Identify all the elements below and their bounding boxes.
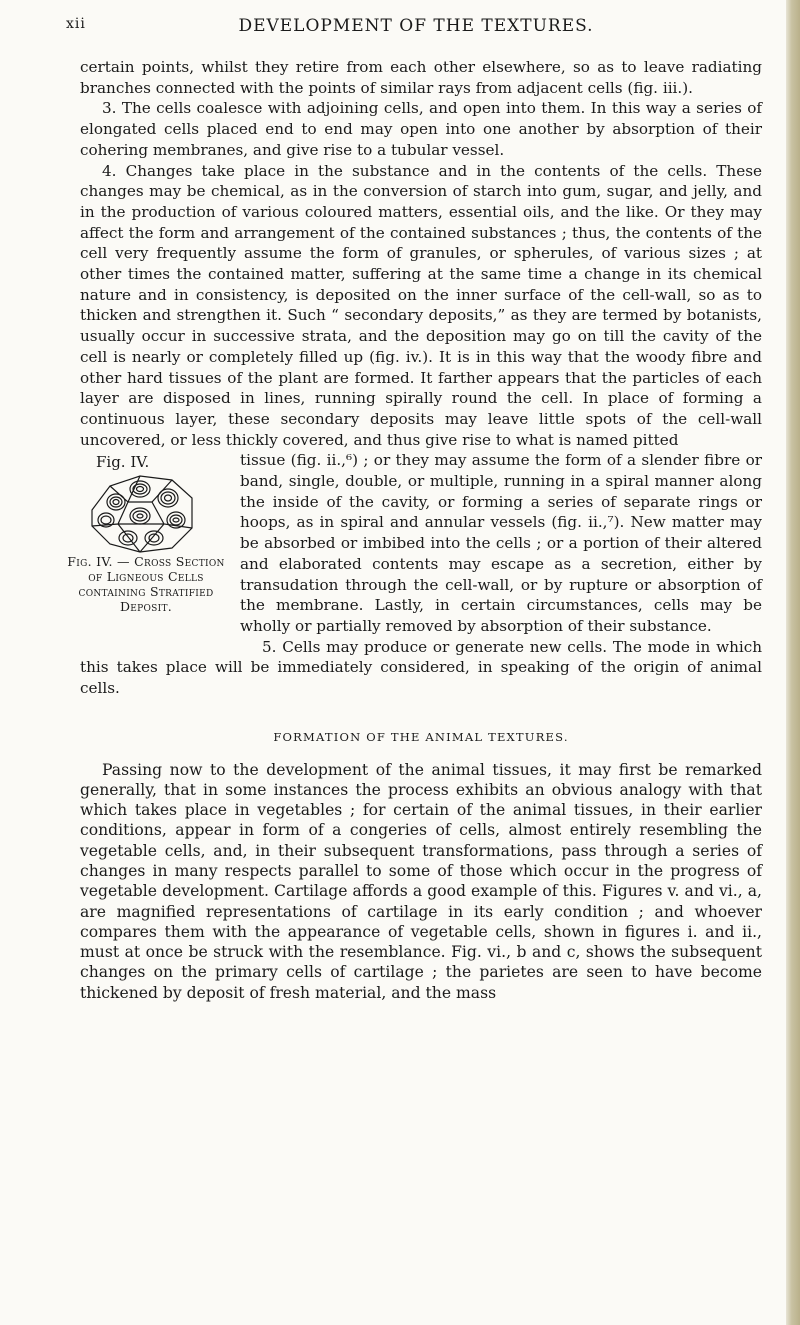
paragraph-3: 3. The cells coalesce with adjoining cells, and open into them. In this way a series of elongated cells placed end to end may open into one another by absorption of their cohering membranes, and give rise to a tubular vessel.	[80, 99, 762, 159]
paragraph-continued: certain points, whilst they retire from each other elsewhere, so as to leave radiating branches connected with the points of similar rays from adjacent cells (fig. iii.).	[80, 58, 762, 97]
figure-label: Fig. IV.	[96, 453, 150, 472]
section-heading: FORMATION OF THE ANIMAL TEXTURES.	[273, 729, 569, 744]
stratified-cells-illustration	[88, 472, 198, 554]
paragraph-4-continued: tissue (fig. ii.,⁶) ; or they may assume the form of a slender fibre or band, single, double, or multiple, running in a spiral manner along the inside of the cavity, or forming a series of separate rings or hoops, as in spiral and annular vessels (fig. ii.,⁷). New matter may be absorbed or imbibed into the cells ; or a portion of their altered and elaborated contents may escape as a secretion, either by transudation through the cell-wall, or by rupture or absorption of the membrane. Lastly, in certain circumstances, cells may be wholly or partially removed by absorption of their substance.	[240, 451, 762, 635]
figure-caption: Fig. IV. — Cross Section of Ligneous Cells containing Stratified Deposit.	[67, 554, 225, 615]
page-number: xii	[66, 16, 86, 32]
paragraph-4	[80, 161, 762, 451]
paragraph-animal-textures: Passing now to the development of the animal tissues, it may first be remarked generally, that in some instances the process exhibits an obvious analogy with that which takes place in vegetables ; for certain of the animal tissues, in their earlier conditions, appear in form of a congeries of cells, almost entirely resembling the vegetable cells, and, in their subsequent transformations, pass through a series of changes in many respects parallel to some of those which occur in the progress of vegetable development. Cartilage affords a good example of this. Figures v. and vi., a, are magnified representations of cartilage in its early condition ; and whoever compares them with the appearance of vegetable cells, shown in figures i. and ii., must at once be struck with the resemblance. Fig. vi., b and c, shows the subsequent changes on the primary cells of cartilage ; the parietes are seen to have become thickened by deposit of fresh material, and the mass	[80, 760, 762, 1002]
figure-iv	[66, 450, 226, 640]
paragraph-5: 5. Cells may produce or generate new cells. The mode in which this takes place will be immediately considered, in speaking of the origin of animal cells.	[80, 637, 762, 698]
page-header	[66, 16, 766, 40]
running-title: DEVELOPMENT OF THE TEXTURES.	[238, 16, 594, 36]
page-edge	[786, 0, 800, 1325]
page-body	[67, 57, 762, 1003]
paragraph-4-part-a: 4. Changes take place in the substance and in the contents of the cells. These changes may be chemical, as in the conversion of starch into gum, sugar, and jelly, and in the production of various coloured matters, essential oils, and the like. Or they may affect the form and arrangement of the contained substances ; thus, the contents of the cell very frequently assume the form of granules, or spherules, of various sizes ; at other times the contained matter, suffering at the same time a change in its chemical nature and in consistency, is deposited on the inner surface of the cell-wall, so as to thicken and strengthen it. Such “ secondary deposits,” as they are termed by botanists, usually occur in successive strata, and the deposition may go on till the cavity of the cell is nearly or completely filled up (fig. iv.). It is in this way that the woody fibre and other hard tissues of the plant are formed. It farther appears that the particles of each layer are disposed in lines, running spirally round the cell. In place of forming a continuous layer, these secondary deposits may leave little spots of the cell-wall uncovered, or less thickly covered, and thus give rise to what is named pitted	[80, 161, 762, 449]
